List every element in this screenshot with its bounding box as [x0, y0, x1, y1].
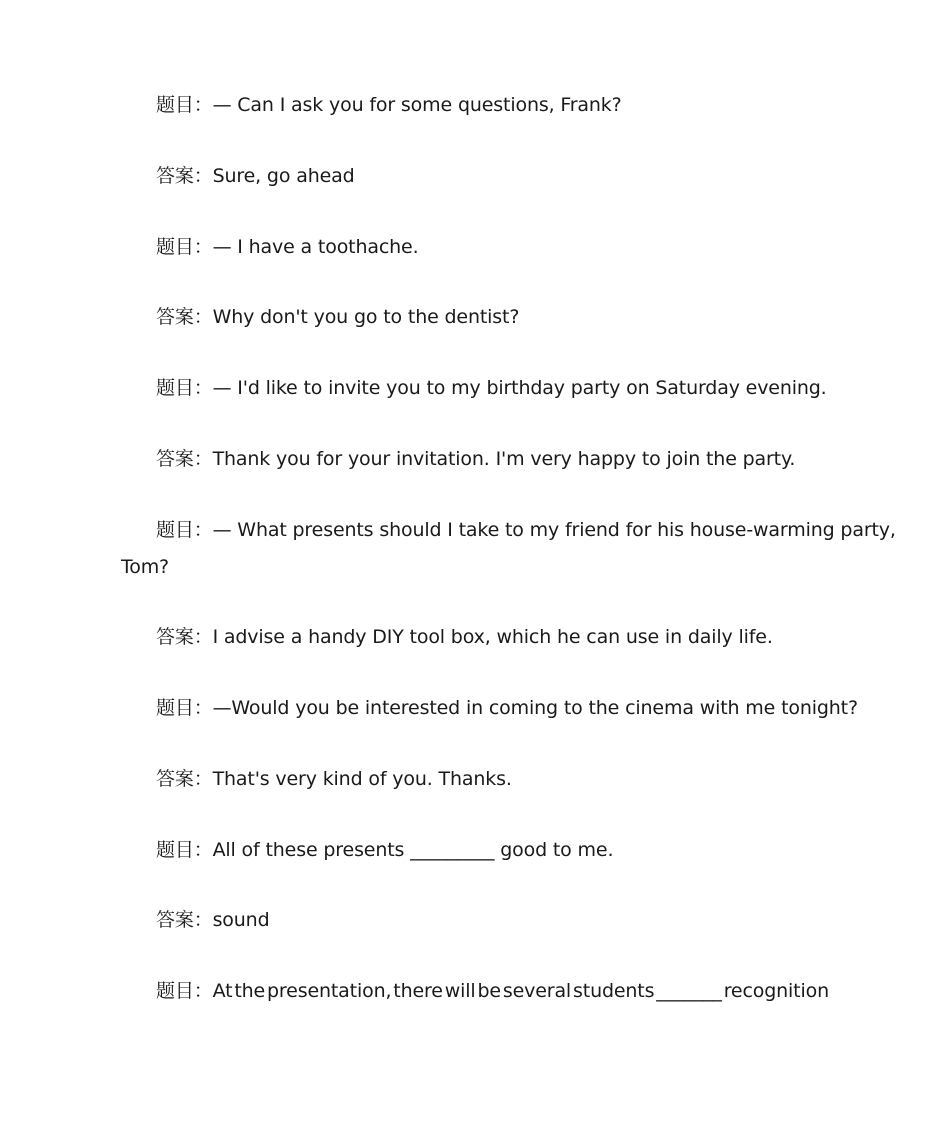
question-label: 题目	[156, 519, 194, 541]
question-prefix	[156, 973, 232, 1010]
separator: ：	[193, 980, 213, 1002]
question-3	[121, 370, 864, 407]
question-word: At	[212, 980, 233, 1002]
answer-4	[121, 619, 864, 656]
answer-label: 答案	[156, 626, 194, 648]
answer-text: sound	[212, 909, 270, 931]
separator: ：	[193, 697, 213, 719]
question-5	[121, 690, 864, 727]
question-6	[121, 832, 864, 869]
question-text: — Can I ask you for some questions, Frank?	[212, 94, 622, 116]
question-label: 题目	[156, 94, 194, 116]
question-word: presentation,	[267, 980, 392, 1002]
question-word: students	[573, 980, 655, 1002]
question-word: there	[393, 980, 443, 1002]
question-blank: _______	[656, 980, 722, 1002]
separator: ：	[193, 839, 213, 861]
separator: ：	[193, 165, 213, 187]
separator: ：	[193, 768, 213, 790]
question-label: 题目	[156, 236, 194, 258]
separator: ：	[193, 448, 213, 470]
separator: ：	[193, 306, 213, 328]
question-text: — I'd like to invite you to my birthday party on Saturday evening.	[212, 377, 827, 399]
separator: ：	[193, 519, 213, 541]
question-word: be	[477, 980, 501, 1002]
answer-label: 答案	[156, 448, 194, 470]
answer-label: 答案	[156, 768, 194, 790]
separator: ：	[193, 377, 213, 399]
answer-text: I advise a handy DIY tool box, which he can use in daily life.	[212, 626, 773, 648]
question-word: will	[444, 980, 476, 1002]
question-text: — What presents should I take to my friend for his house-warming party,	[212, 519, 896, 541]
answer-label: 答案	[156, 306, 194, 328]
question-text: — I have a toothache.	[212, 236, 419, 258]
separator: ：	[193, 626, 213, 648]
question-label: 题目	[156, 839, 194, 861]
question-text: —Would you be interested in coming to the cinema with me tonight?	[212, 697, 858, 719]
question-label: 题目	[156, 697, 194, 719]
question-word: recognition	[723, 980, 829, 1002]
answer-text: Sure, go ahead	[212, 165, 355, 187]
question-word: several	[502, 980, 572, 1002]
answer-6	[121, 902, 864, 939]
answer-text: Thank you for your invitation. I'm very happy to join the party.	[212, 448, 796, 470]
answer-text: Why don't you go to the dentist?	[212, 306, 520, 328]
question-word: the	[234, 980, 266, 1002]
question-4-continuation	[121, 549, 829, 586]
question-text: All of these presents _________ good to me.	[212, 839, 614, 861]
answer-3	[121, 441, 864, 478]
answer-label: 答案	[156, 165, 194, 187]
question-label: 题目	[156, 377, 194, 399]
question-label: 题目	[156, 980, 194, 1002]
answer-2	[121, 299, 864, 336]
separator: ：	[193, 909, 213, 931]
answer-5	[121, 761, 864, 798]
answer-1	[121, 158, 864, 195]
question-text-continuation: Tom?	[121, 556, 169, 578]
separator: ：	[193, 236, 213, 258]
answer-text: That's very kind of you. Thanks.	[212, 768, 512, 790]
question-7	[121, 973, 829, 1010]
separator: ：	[193, 94, 213, 116]
question-1	[121, 87, 864, 124]
question-4	[121, 512, 896, 549]
question-2	[121, 229, 864, 266]
answer-label: 答案	[156, 909, 194, 931]
